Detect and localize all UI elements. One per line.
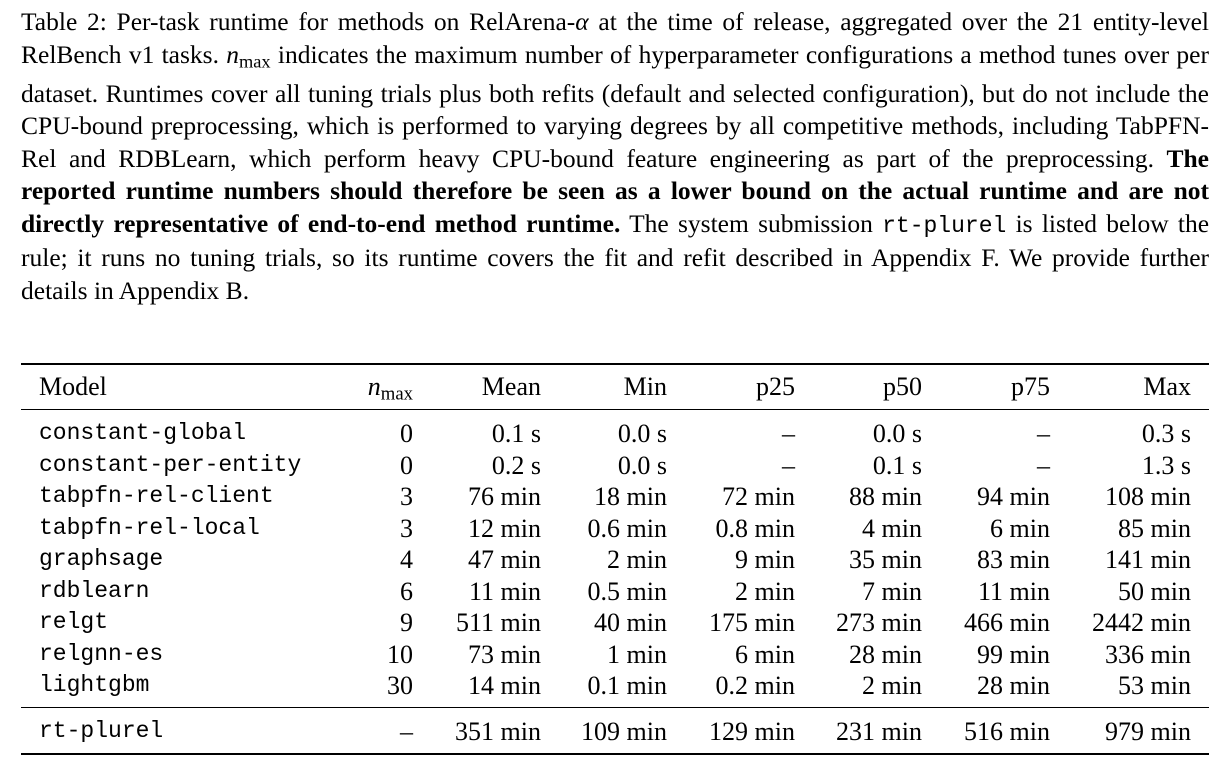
caption-code: rt-plurel <box>882 212 1007 239</box>
cell-min: 40 min <box>594 608 667 637</box>
cell-min: 109 min <box>581 717 667 746</box>
header-p25: p25 <box>756 372 795 401</box>
table-row <box>21 513 1209 544</box>
cell-p75: 94 min <box>977 482 1050 511</box>
cell-p50: 28 min <box>849 639 922 669</box>
cell-p25: 129 min <box>709 717 795 746</box>
cell-max: 2442 min <box>1092 608 1191 637</box>
cell-p25: 9 min <box>735 545 795 574</box>
cell-min: 0.0 s <box>617 419 667 448</box>
cell-p75: – <box>1037 450 1050 480</box>
cell-nmax: 3 <box>400 482 413 511</box>
cell-max: 108 min <box>1105 482 1191 511</box>
table-row <box>21 544 1209 575</box>
cell-p75: 11 min <box>978 576 1050 606</box>
cell-model: relgnn-es <box>39 640 164 667</box>
cell-max: 50 min <box>1118 576 1191 606</box>
caption-text-1: Per-task runtime for methods on RelArena- <box>116 7 576 36</box>
cell-nmax: 10 <box>387 639 413 669</box>
header-p75: p75 <box>1011 372 1050 401</box>
cell-p75: 28 min <box>977 671 1050 700</box>
cell-p25: – <box>782 419 795 448</box>
header-nmax: nmax <box>367 372 413 405</box>
cell-min: 0.1 min <box>587 671 667 700</box>
caption-text-3: indicates the maximum number of hyperparameter configurations a method tunes over per dataset. Runtimes cover all tuning trials plus both refits (default and selected configuration), but do not include the CPU-bound preprocessing, which is performed to varying degrees by all competitive methods, including TabPFN-Rel and RDBLearn, which perform heavy CPU-bound feature engineering as part of the preprocessing. <box>21 39 1209 173</box>
cell-p75: 466 min <box>964 608 1050 637</box>
top-rule <box>21 363 1209 365</box>
system-row <box>21 716 1209 747</box>
caption-label: Table 2: <box>21 7 107 36</box>
header-max: Max <box>1143 372 1191 401</box>
caption-text-4: The system submission <box>620 208 883 238</box>
header-rule <box>21 409 1209 410</box>
cell-p50: 35 min <box>849 545 922 574</box>
cell-p25: 2 min <box>735 576 795 606</box>
cell-min: 2 min <box>607 545 667 574</box>
table-header-row <box>21 371 1209 405</box>
caption-text-5: is listed below the rule; it runs no tuning trials, so its runtime covers the fit and refit described in Appendix F. We provide further details in Appendix B. <box>21 208 1210 305</box>
cell-nmax: 9 <box>400 608 413 637</box>
cell-mean: 11 min <box>469 576 541 606</box>
cell-min: 0.5 min <box>587 576 667 606</box>
cell-p50: 7 min <box>862 576 922 606</box>
cell-nmax: 4 <box>400 545 413 574</box>
cell-max: 336 min <box>1105 639 1191 669</box>
cell-min: 0.0 s <box>617 450 667 480</box>
cell-model: constant-global <box>39 420 247 446</box>
cell-nmax: 0 <box>400 419 413 448</box>
cell-p75: 516 min <box>964 717 1050 746</box>
cell-mean: 0.2 s <box>491 450 541 480</box>
cell-p50: 2 min <box>862 671 922 700</box>
cell-mean: 14 min <box>468 671 541 700</box>
cell-p75: 6 min <box>990 513 1050 543</box>
cell-p50: 4 min <box>862 513 922 543</box>
table-row <box>21 639 1209 670</box>
header-min: Min <box>623 372 667 401</box>
cell-model: tabpfn-rel-local <box>39 514 260 541</box>
cell-p25: 72 min <box>722 482 795 511</box>
caption-bold-statement: The reported runtime numbers should therefore be seen as a lower bound on the actual runtime and are not directly representative of end-to-end method runtime. <box>21 143 1209 238</box>
cell-p75: 99 min <box>977 639 1050 669</box>
cell-nmax: 6 <box>400 576 413 606</box>
cell-mean: 76 min <box>468 482 541 511</box>
cell-model: graphsage <box>39 546 164 572</box>
header-model: Model <box>39 372 107 401</box>
system-rule <box>21 707 1209 708</box>
cell-p25: 6 min <box>735 639 795 669</box>
cell-mean: 351 min <box>455 717 541 746</box>
alpha-symbol: α <box>575 7 589 36</box>
header-p50: p50 <box>883 372 922 401</box>
cell-p50: 0.1 s <box>872 450 922 480</box>
cell-p25: 0.8 min <box>715 513 795 543</box>
cell-max: 0.3 s <box>1141 419 1191 448</box>
cell-max: 85 min <box>1118 513 1191 543</box>
bottom-rule <box>21 753 1209 755</box>
cell-nmax: 3 <box>400 513 413 543</box>
table-caption <box>21 6 1209 307</box>
cell-p50: 231 min <box>836 717 922 746</box>
table-row <box>21 576 1209 607</box>
table-row <box>21 670 1209 701</box>
cell-p25: – <box>782 450 795 480</box>
cell-model: tabpfn-rel-client <box>39 483 274 509</box>
cell-nmax: – <box>400 717 413 746</box>
cell-p25: 0.2 min <box>715 671 795 700</box>
cell-mean: 511 min <box>456 608 541 637</box>
table-row <box>21 481 1209 512</box>
cell-p50: 273 min <box>836 608 922 637</box>
cell-nmax: 0 <box>400 450 413 480</box>
table-row <box>21 418 1209 449</box>
cell-nmax: 30 <box>387 671 413 700</box>
header-mean: Mean <box>481 372 541 401</box>
cell-max: 53 min <box>1118 671 1191 700</box>
cell-max: 1.3 s <box>1141 450 1191 480</box>
cell-p25: 175 min <box>709 608 795 637</box>
cell-min: 1 min <box>607 639 667 669</box>
cell-min: 0.6 min <box>587 513 667 543</box>
cell-model: lightgbm <box>39 672 150 698</box>
cell-p75: 83 min <box>977 545 1050 574</box>
caption-text-2: at the time of release, aggregated over the 21 entity-level RelBench v1 tasks. <box>21 7 1209 69</box>
cell-max: 141 min <box>1105 545 1191 574</box>
cell-model: rt-plurel <box>39 718 164 744</box>
cell-max: 979 min <box>1105 717 1191 746</box>
cell-model: relgt <box>39 609 109 635</box>
cell-mean: 0.1 s <box>491 419 541 448</box>
cell-p50: 88 min <box>849 482 922 511</box>
cell-p50: 0.0 s <box>872 419 922 448</box>
cell-model: rdblearn <box>39 577 150 604</box>
table-row <box>21 450 1209 481</box>
cell-mean: 12 min <box>468 513 541 543</box>
table-row <box>21 607 1209 638</box>
cell-p75: – <box>1037 419 1050 448</box>
nmax-symbol: nmax <box>226 39 271 72</box>
cell-mean: 73 min <box>468 639 541 669</box>
cell-model: constant-per-entity <box>39 451 302 478</box>
cell-mean: 47 min <box>468 545 541 574</box>
cell-min: 18 min <box>594 482 667 511</box>
